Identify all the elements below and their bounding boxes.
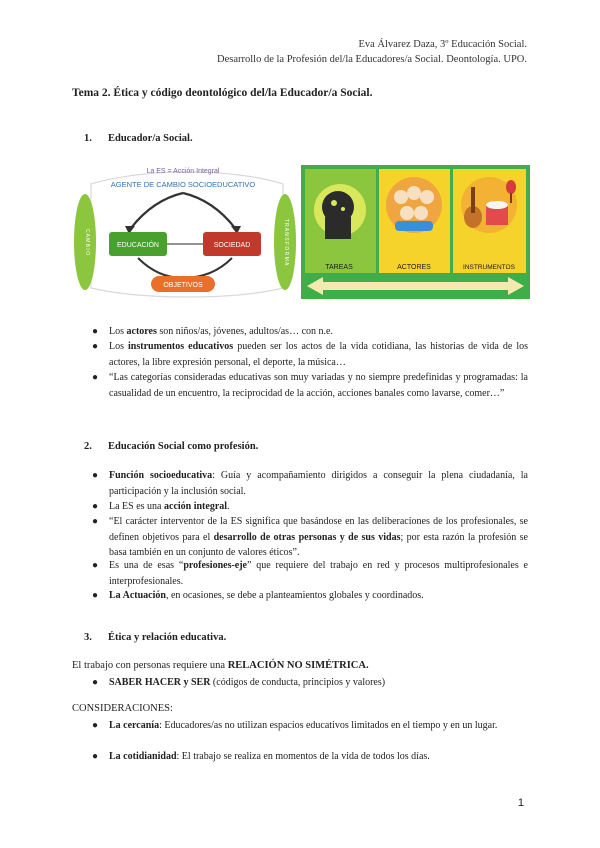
maracas-icon: [506, 180, 516, 194]
text-bold: instrumentos educativos: [128, 341, 234, 352]
bullet-icon: ●: [92, 751, 99, 762]
section-title: Ética y relación educativa.: [108, 632, 227, 643]
text: Es una de esas “: [109, 560, 184, 571]
instruments-label: INSTRUMENTOS: [463, 264, 515, 271]
section-number: 3.: [84, 632, 92, 643]
bullet-icon: ●: [92, 677, 99, 688]
text-bold: Función socioeducativa: [109, 470, 213, 481]
header-author: Eva Álvarez Daza, 3º Educación Social.: [358, 39, 527, 50]
bullet-icon: ●: [92, 341, 99, 352]
bullet-icon: ●: [92, 560, 99, 571]
bullet-icon: ●: [92, 720, 99, 731]
header-course: Desarrollo de la Profesión del/la Educadores/a Social. Deontología. UPO.: [217, 54, 527, 65]
text: “El carácter interventor de la ES significa que basándose en las deliberaciones de los profesionales, se definen objetivos para el: [109, 516, 528, 543]
text-bold: La cotidianidad: [109, 751, 177, 762]
text: son niños/as, jóvenes, adultos/as… con n.e.: [156, 326, 333, 337]
list-item: [92, 339, 528, 370]
bullet-icon: ●: [92, 501, 99, 512]
text: (códigos de conducta, principios y valores): [210, 677, 386, 688]
list-item: [92, 370, 528, 401]
document-title: Tema 2. Ética y código deontológico del/la Educador/a Social.: [72, 87, 373, 99]
right-vertical-label: T R A N S F O R M A: [283, 218, 289, 266]
figure-socioeducational-agent: [73, 160, 299, 302]
text-bold: desarrollo de otras personas y de sus vidas: [213, 531, 401, 543]
text: Los: [109, 326, 127, 337]
bullet-icon: ●: [92, 590, 99, 601]
bullet-icon: ●: [92, 470, 99, 481]
list-item: [92, 499, 528, 515]
list-item: [92, 749, 528, 765]
text: Los: [109, 341, 129, 352]
text: : Guía y acompañamiento dirigidos a conseguir la plena ciudadanía, la participación y la inclusión social.: [109, 470, 528, 497]
list-item: [92, 324, 528, 340]
text: El trabajo con personas requiere una: [72, 660, 228, 671]
paragraph: [72, 660, 369, 671]
text: : Educadores/as no utilizan espacios educativos limitados en el tiempo y en un lugar.: [159, 720, 498, 731]
text: “Las categorías consideradas educativas son muy variadas y no siempre predefinidas y programadas: la casualidad de un encuentro, la reciprocidad de la acción, acciones banales como lavarse, comer…”: [109, 372, 528, 399]
figure-tasks-actors-instruments: [301, 165, 530, 299]
text: ; por esta razón la profesión se basa también en un conjunto de valores éticos”.: [109, 531, 528, 558]
left-vertical-label: C A M B I O: [84, 228, 90, 256]
bullet-icon: ●: [92, 372, 99, 383]
figure-top-label: La ES = Acción Integral: [146, 168, 220, 175]
list-item: [92, 558, 528, 589]
text: : El trabajo se realiza en momentos de la vida de todos los días.: [176, 751, 430, 762]
text-bold: La cercanía: [109, 720, 160, 731]
text-bold: profesiones-eje: [183, 560, 247, 571]
people-icon: [394, 190, 408, 204]
list-item: [92, 675, 528, 691]
section-1-heading: [84, 133, 193, 144]
list-item: [92, 514, 528, 561]
text-bold: actores: [126, 326, 157, 337]
section-2-heading: [84, 441, 258, 452]
objectives-label: OBJETIVOS: [163, 282, 203, 289]
list-item: [92, 588, 528, 604]
figure-agent-label: AGENTE DE CAMBIO SOCIOEDUCATIVO: [110, 180, 256, 189]
list-item: [92, 468, 528, 499]
text-bold: RELACIÓN NO SIMÉTRICA.: [227, 660, 369, 671]
section-title: Educador/a Social.: [108, 133, 193, 144]
section-3-heading: [84, 632, 226, 643]
text-bold: La Actuación: [109, 590, 166, 601]
section-number: 1.: [84, 133, 92, 144]
section-title: Educación Social como profesión.: [108, 441, 259, 452]
bullet-icon: ●: [92, 326, 99, 337]
text: ” que requiere del trabajo en red y procesos multiprofesionales e interprofesionales.: [109, 560, 528, 587]
tasks-label: TAREAS: [325, 264, 353, 271]
bullet-icon: ●: [92, 516, 99, 527]
education-label: EDUCACIÓN: [116, 242, 160, 249]
text-bold: acción integral: [164, 501, 228, 512]
page-number: 1: [517, 797, 524, 809]
list-item: [92, 718, 528, 734]
actors-label: ACTORES: [397, 264, 431, 271]
text: , en ocasiones, se debe a planteamientos globales y coordinados.: [165, 590, 424, 601]
section-number: 2.: [84, 441, 92, 452]
society-label: SOCIEDAD: [213, 242, 251, 249]
text: .: [227, 501, 230, 512]
text: La ES es una: [109, 501, 164, 512]
text-bold: SABER HACER y SER: [109, 677, 211, 688]
considerations-label: CONSIDERACIONES:: [72, 703, 173, 714]
text: pueden ser los actos de la vida cotidiana, las historias de vida de los actores, la libre expresión personal, el deporte, la música…: [109, 341, 528, 368]
